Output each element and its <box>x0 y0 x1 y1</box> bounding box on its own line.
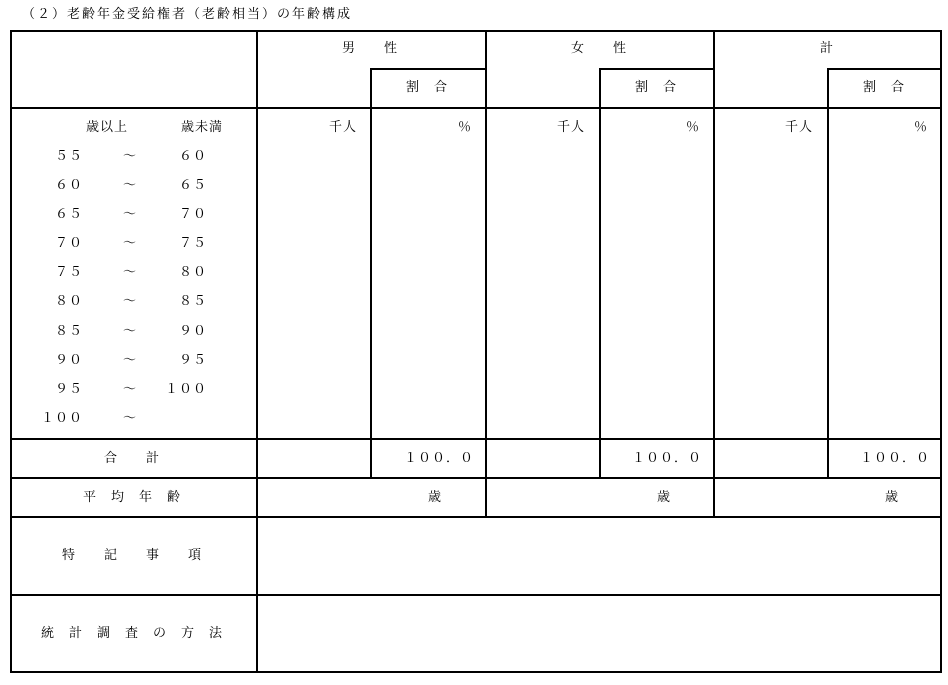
age-sep: ～ <box>122 294 138 309</box>
rule <box>10 30 942 32</box>
rule <box>10 30 12 673</box>
table-title: （２）老齢年金受給権者（老齢相当）の年齢構成 <box>22 7 353 22</box>
age-to: ９０ <box>178 324 207 339</box>
age-sep: ～ <box>122 324 138 339</box>
total-average-unit: 歳 <box>884 490 899 505</box>
rule <box>370 68 486 70</box>
age-from: １００ <box>40 411 83 426</box>
female-total-ratio: １００．０ <box>631 451 702 466</box>
total-label: 合 計 <box>103 451 161 466</box>
age-from: ９０ <box>54 353 83 368</box>
age-from: ７０ <box>54 236 83 251</box>
age-from: ７５ <box>54 265 83 280</box>
header-total-ratio: 割 合 <box>862 80 906 95</box>
age-from: ６５ <box>54 207 83 222</box>
age-to: ８０ <box>178 265 207 280</box>
rule <box>599 68 715 70</box>
unit-female-thousand: 千人 <box>556 120 585 135</box>
rule <box>713 30 715 518</box>
age-sep: ～ <box>122 178 138 193</box>
rule <box>10 516 942 518</box>
age-to: ９５ <box>178 353 207 368</box>
grand-total-ratio: １００．０ <box>859 451 930 466</box>
age-to: ８５ <box>178 294 207 309</box>
age-sep: ～ <box>122 207 138 222</box>
header-female-ratio: 割 合 <box>634 80 678 95</box>
age-to: ７０ <box>178 207 207 222</box>
rule <box>10 438 942 440</box>
male-total-ratio: １００．０ <box>403 451 474 466</box>
age-sep: ～ <box>122 382 138 397</box>
header-male-ratio: 割 合 <box>405 80 449 95</box>
age-sep: ～ <box>122 265 138 280</box>
notes-label: 特 記 事 項 <box>61 548 203 563</box>
unit-female-percent: ％ <box>685 120 700 135</box>
female-average-unit: 歳 <box>656 490 671 505</box>
age-from: ８０ <box>54 294 83 309</box>
average-age-label: 平 均 年 齢 <box>82 490 182 505</box>
rule <box>599 68 601 479</box>
rule <box>370 68 372 479</box>
unit-age-from: 歳以上 <box>86 120 129 135</box>
rule <box>827 68 942 70</box>
unit-total-thousand: 千人 <box>784 120 813 135</box>
age-sep: ～ <box>122 353 138 368</box>
rule <box>10 107 942 109</box>
unit-male-thousand: 千人 <box>328 120 357 135</box>
unit-total-percent: ％ <box>913 120 928 135</box>
age-sep: ～ <box>122 149 138 164</box>
rule <box>485 30 487 518</box>
rule <box>10 477 942 479</box>
header-total: 計 <box>819 41 835 56</box>
age-from: ９５ <box>54 382 83 397</box>
age-to: ７５ <box>178 236 207 251</box>
rule <box>10 671 942 673</box>
age-to: ６５ <box>178 178 207 193</box>
unit-age-to: 歳未満 <box>181 120 224 135</box>
header-female: 女 性 <box>570 41 628 56</box>
unit-male-percent: ％ <box>457 120 472 135</box>
male-average-unit: 歳 <box>427 490 442 505</box>
age-from: ６０ <box>54 178 83 193</box>
age-sep: ～ <box>122 411 138 426</box>
rule <box>940 30 942 673</box>
age-from: ５５ <box>54 149 83 164</box>
header-male: 男 性 <box>341 41 399 56</box>
age-to: ６０ <box>178 149 207 164</box>
age-to: １００ <box>164 382 207 397</box>
rule <box>256 30 258 673</box>
rule <box>10 594 942 596</box>
age-sep: ～ <box>122 236 138 251</box>
method-label: 統 計 調 査 の 方 法 <box>40 626 224 641</box>
age-from: ８５ <box>54 324 83 339</box>
rule <box>827 68 829 479</box>
